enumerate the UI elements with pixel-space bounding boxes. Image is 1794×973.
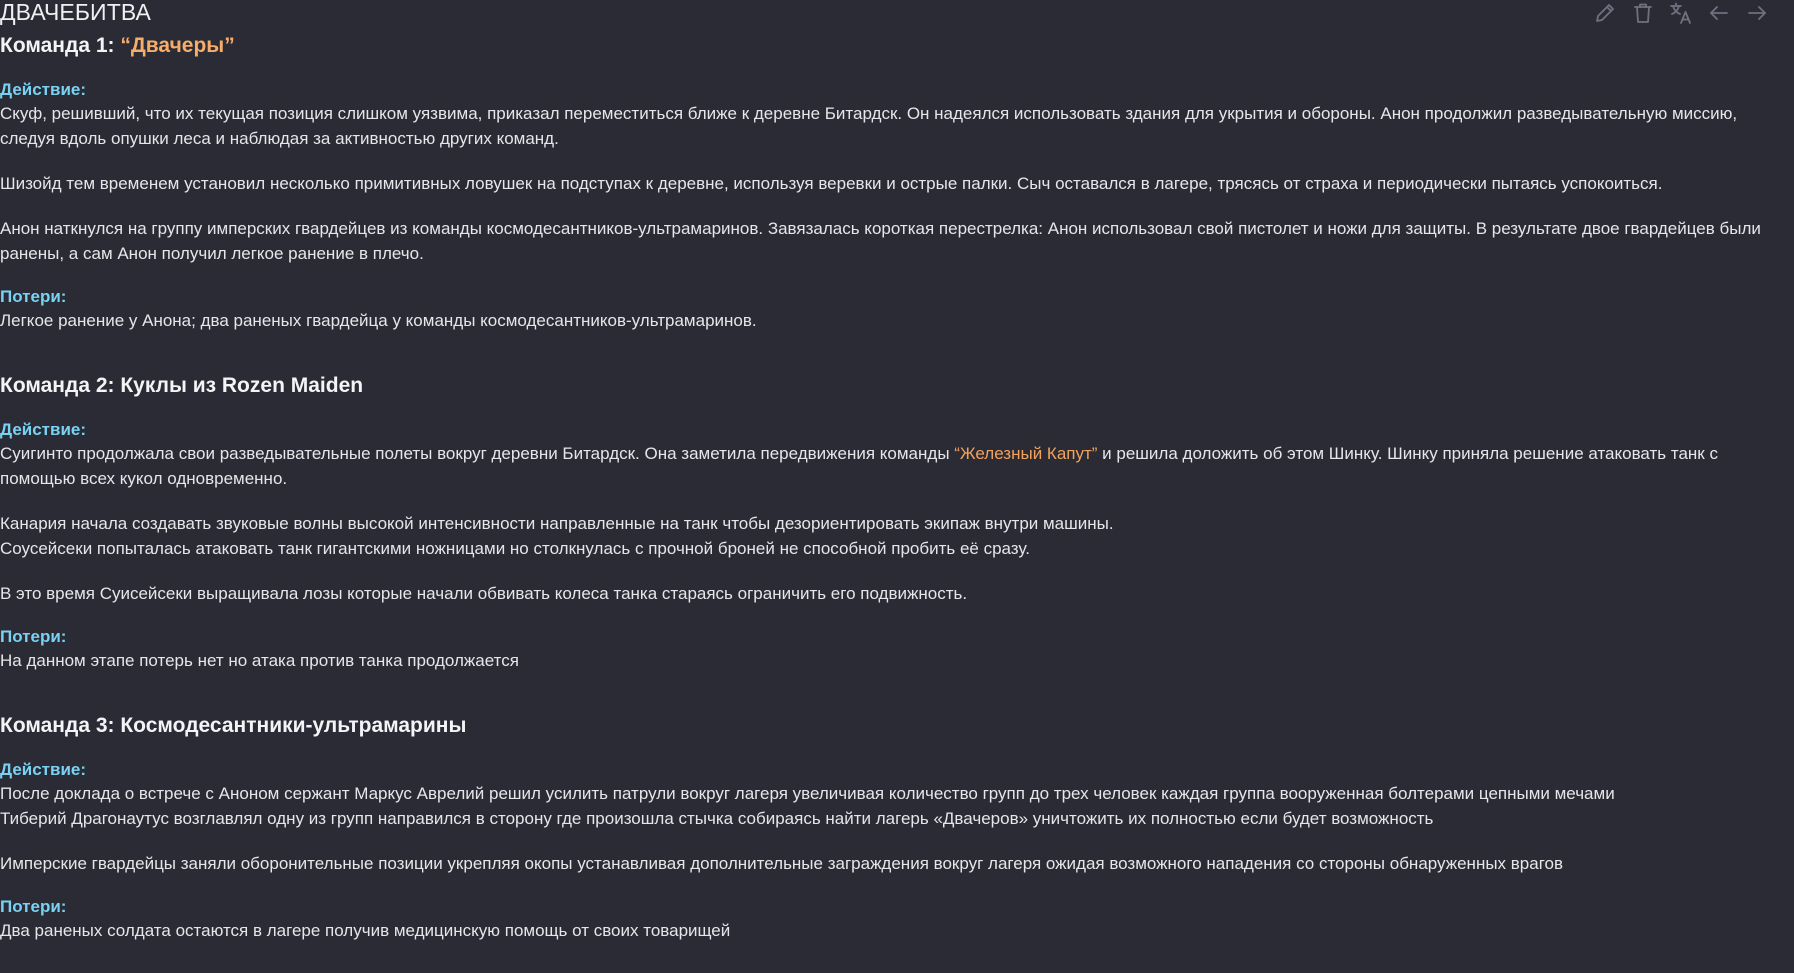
team1-losses-label: Потери:: [0, 287, 67, 306]
team2-action-p1-part-a: Суигинто продолжала свои разведывательные полеты вокруг деревни Битардск. Она заметила передвижения команды: [0, 444, 955, 463]
team3-action-paragraph-1-line-1: После доклада о встрече с Анонoм сержант Маркус Аврелий решил усилить патрули вокруг лагеря увеличивая количество групп до трех человек каждая группа вооруженная болтерами цепными мечами: [0, 784, 1615, 803]
delete-button[interactable]: [1630, 0, 1656, 26]
message-toolbar: [1592, 0, 1770, 26]
team3-losses-text: Два раненых солдата остаются в лагере получив медицинскую помощь от своих товарищей: [0, 921, 731, 940]
team2-action-paragraph-3: В это время Суисейсеки выращивала лозы которые начали обвивать колеса танка стараясь ограничить его подвижность.: [0, 584, 968, 603]
message-content: [0, 33, 1770, 943]
translate-icon: [1669, 1, 1693, 25]
pencil-icon: [1593, 1, 1617, 25]
edit-button[interactable]: [1592, 0, 1618, 26]
team1-action-paragraph-3: Анон наткнулся на группу имперских гвардейцев из команды космодесантников-ультрамаринов. Завязалась короткая перестрелка: Анон использовал свой пистолет и ножи для защиты. В результате двое гвардейцев были ранены, а сам Анон получил легкое ранение в плечо.: [0, 219, 1761, 263]
team2-action-paragraph-2-line-2: Соусейсеки попыталась атаковать танк гигантскими ножницами но столкнулась с прочной броней не способной пробить её сразу.: [0, 539, 1030, 558]
arrow-left-icon: [1707, 1, 1731, 25]
team2-heading: Команда 2: Куклы из Rozen Maiden: [0, 374, 364, 397]
team2-action-label: Действие:: [0, 420, 87, 439]
page-title: ДВАЧЕБИТВА: [0, 0, 151, 25]
team3-action-label: Действие:: [0, 760, 87, 779]
team2-action-paragraph-1: [0, 441, 1770, 491]
forward-button[interactable]: [1744, 0, 1770, 26]
team2-action-p1-part-b: и решила доложить об этом Шинку. Шинку приняла решение атаковать танк с помощью всех кукол одновременно.: [0, 444, 1718, 488]
team1-heading: [0, 33, 1770, 59]
team1-name: “Двачеры”: [120, 34, 235, 57]
team3-action-paragraph-2: Имперские гвардейцы заняли оборонительные позиции укрепляя окопы устанавливая дополнительные заграждения вокруг лагеря ожидая возможного нападения со стороны обнаруженных врагов: [0, 854, 1564, 873]
team1-action-label: Действие:: [0, 80, 87, 99]
team3-heading: Команда 3: Космодесантники-ультрамарины: [0, 714, 467, 737]
trash-icon: [1631, 1, 1655, 25]
back-button[interactable]: [1706, 0, 1732, 26]
team2-action-paragraph-2-line-1: Канария начала создавать звуковые волны высокой интенсивности направленные на танк чтобы дезориентировать экипаж внутри машины.: [0, 514, 1114, 533]
team2-losses-label: Потери:: [0, 627, 67, 646]
translate-button[interactable]: [1668, 0, 1694, 26]
team1-action-paragraph-2: Шизойд тем временем установил несколько примитивных ловушек на подступах к деревне, используя веревки и острые палки. Сыч оставался в лагере, трясясь от страха и периодически пытаясь успокоиться.: [0, 174, 1663, 193]
team1-action-paragraph-1: Скуф, решивший, что их текущая позиция слишком уязвима, приказал переместиться ближе к деревне Битардск. Он надеялся использовать здания для укрытия и обороны. Анон продолжил разведывательную миссию, следуя вдоль опушки леса и наблюдая за активностью других команд.: [0, 104, 1738, 148]
iron-kaput-highlight: “Железный Капут”: [954, 444, 1098, 463]
team1-prefix: Команда 1:: [0, 34, 121, 57]
team3-losses-label: Потери:: [0, 897, 67, 916]
team3-action-paragraph-1-line-2: Тиберий Драгонаутус возглавлял одну из групп направился в сторону где произошла стычка собираясь найти лагерь «Двачеров» уничтожить их полностью если будет возможность: [0, 809, 1434, 828]
team1-losses-text: Легкое ранение у Анона; два раненых гвардейца у команды космодесантников-ультрамаринов.: [0, 311, 757, 330]
arrow-right-icon: [1745, 1, 1769, 25]
team2-losses-text: На данном этапе потерь нет но атака против танка продолжается: [0, 651, 519, 670]
